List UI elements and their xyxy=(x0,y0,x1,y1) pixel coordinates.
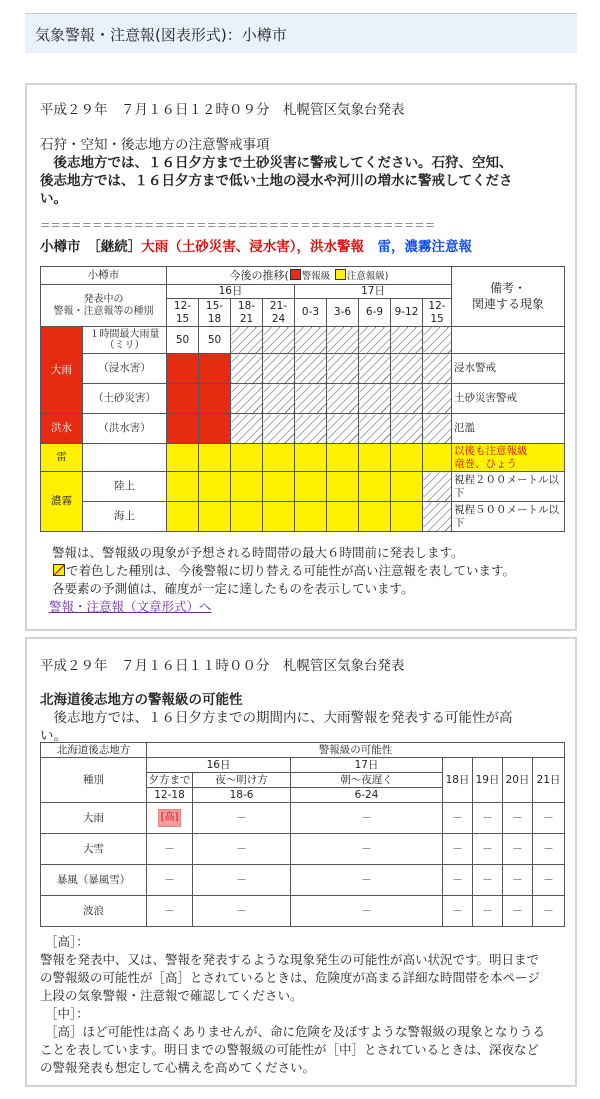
row-label-flood: （洪水害） xyxy=(83,414,167,444)
cell-advisory xyxy=(391,472,423,502)
cell-blank xyxy=(359,327,391,354)
period-night: 夜～明け方 xyxy=(193,773,291,788)
cell-blank xyxy=(391,384,423,414)
cell-advisory xyxy=(327,472,359,502)
dash-cell: － xyxy=(291,834,443,865)
trend-header: 今後の推移( 警報級 注意報級) xyxy=(167,267,452,285)
cell-advisory xyxy=(199,472,231,502)
day16-header: 16日 xyxy=(147,758,291,773)
dash-cell: － xyxy=(503,834,533,865)
time-slot-header: 3-6 xyxy=(327,299,359,327)
group-heavy-rain: 大雨 xyxy=(41,327,83,414)
city-status-line xyxy=(40,235,472,255)
row-label-landslide: （土砂災害） xyxy=(83,384,167,414)
cell-advisory xyxy=(391,502,423,532)
remark: 土砂災害警戒 xyxy=(452,384,565,414)
possibility-header: 警報級の可能性 xyxy=(147,743,565,758)
cell-warning xyxy=(199,354,231,384)
cell-blank xyxy=(423,354,452,384)
period-time: 6-24 xyxy=(291,788,443,803)
cell-blank xyxy=(295,354,327,384)
time-slot-header: 0-3 xyxy=(295,299,327,327)
switch-possible-swatch xyxy=(53,564,65,576)
period-day: 朝～夜遅く xyxy=(291,773,443,788)
cell-advisory xyxy=(391,444,423,472)
kind-header: 発表中の 警報・注意報等の種別 xyxy=(41,285,167,327)
kind-heavy-rain: 大雨 xyxy=(41,803,147,834)
dash-cell: － xyxy=(473,803,503,834)
dash-cell: － xyxy=(533,803,565,834)
time-slot-header: 6-9 xyxy=(359,299,391,327)
city-header: 小樽市 xyxy=(41,267,167,285)
cell-blank xyxy=(231,327,263,354)
cell-advisory xyxy=(263,502,295,532)
kind-header: 種別 xyxy=(41,758,147,803)
text-format-link[interactable]: 警報・注意報（文章形式）へ xyxy=(49,599,212,614)
cell-warning xyxy=(199,414,231,444)
cell-blank xyxy=(327,354,359,384)
issued-time-2: 平成２９年 ７月１６日１１時００分 札幌管区気象台発表 xyxy=(40,658,405,674)
cell-advisory xyxy=(231,472,263,502)
cell-blank xyxy=(231,354,263,384)
dash-cell: － xyxy=(147,896,193,927)
warning-chart-panel xyxy=(25,83,577,631)
possibility-table xyxy=(40,742,565,927)
cell-blank xyxy=(423,327,452,354)
remark: 以後も注意報級 竜巻、ひょう xyxy=(452,444,565,472)
cell-blank xyxy=(327,384,359,414)
time-slot-header: 18- 21 xyxy=(231,299,263,327)
period-evening: 夕方まで xyxy=(148,773,191,786)
remark: 氾濫 xyxy=(452,414,565,444)
high-badge: [高] xyxy=(158,809,182,827)
time-slot-header: 15- 18 xyxy=(199,299,231,327)
cell-warning xyxy=(167,414,199,444)
possibility-heading: 北海道後志地方の警報級の可能性 xyxy=(40,692,243,708)
cell-blank xyxy=(295,384,327,414)
dash-cell: － xyxy=(503,865,533,896)
cell-advisory xyxy=(359,502,391,532)
cell-blank xyxy=(295,414,327,444)
group-flood: 洪水 xyxy=(41,414,83,444)
cell-blank xyxy=(391,414,423,444)
cell-blank xyxy=(423,472,452,502)
day18-header: 18日 xyxy=(443,758,473,803)
dash-cell: － xyxy=(147,865,193,896)
caution-heading: 石狩・空知・後志地方の注意警戒事項 xyxy=(40,137,270,153)
kind-waves: 波浪 xyxy=(41,896,147,927)
remark: 視程２００メートル以 下 xyxy=(452,472,565,502)
dash-cell: － xyxy=(443,803,473,834)
cell-blank xyxy=(231,384,263,414)
cell-advisory xyxy=(167,502,199,532)
cell-blank xyxy=(391,327,423,354)
status-label: ［継続］ xyxy=(94,239,142,255)
cell-advisory xyxy=(359,444,391,472)
cell-advisory xyxy=(327,502,359,532)
cell-warning xyxy=(199,384,231,414)
period-time: 12-18 xyxy=(147,788,193,803)
mid-text-3: の警報発表も想定して心構えを高めてください。 xyxy=(40,1060,316,1075)
mid-text-1: ［高］ほど可能性は高くありませんが、命に危険を及ぼすような警報級の現象となりうる xyxy=(45,1024,546,1039)
warning-table xyxy=(40,266,565,532)
dash-cell: － xyxy=(147,834,193,865)
day19-header: 19日 xyxy=(473,758,503,803)
high-cell xyxy=(147,803,193,834)
cell-blank xyxy=(263,414,295,444)
cell-blank xyxy=(327,414,359,444)
day20-header: 20日 xyxy=(503,758,533,803)
caution-body-3: い。 xyxy=(40,191,67,207)
high-text-2: の警報級の可能性が［高］とされているときは、危険度が高まる詳細な時間帯を本ページ xyxy=(40,970,540,985)
separator: ＝＝＝＝＝＝＝＝＝＝＝＝＝＝＝＝＝＝＝＝＝＝＝＝＝＝＝＝＝＝＝＝＝＝＝＝＝＝ xyxy=(40,220,435,232)
dash-cell: － xyxy=(533,896,565,927)
dash-cell: － xyxy=(473,865,503,896)
cell-advisory xyxy=(327,444,359,472)
group-dense-fog: 濃霧 xyxy=(41,472,83,532)
row-label-thunder xyxy=(83,444,167,472)
possibility-body-1: 後志地方では、１６日夕方までの期間内に、大雨警報を発表する可能性が高 xyxy=(40,710,513,726)
cell-blank xyxy=(231,414,263,444)
cell-blank xyxy=(423,414,452,444)
cell-advisory xyxy=(263,444,295,472)
note-3: 各要素の予測値は、確度が一定に達したものを表示しています。 xyxy=(52,581,414,596)
region-header: 北海道後志地方 xyxy=(41,743,147,758)
dash-cell: － xyxy=(291,865,443,896)
cell-advisory xyxy=(423,444,452,472)
dash-cell: － xyxy=(193,865,291,896)
remark: 視程５００メートル以 下 xyxy=(452,502,565,532)
cell-advisory xyxy=(263,472,295,502)
remarks-header: 備考・ 関連する現象 xyxy=(452,267,565,327)
caution-body-2: 後志地方では、１６日夕方まで低い土地の浸水や河川の増水に警戒してくださ xyxy=(40,173,513,189)
dash-cell: － xyxy=(443,865,473,896)
dash-cell: － xyxy=(443,896,473,927)
kind-heavy-snow: 大雪 xyxy=(41,834,147,865)
cell-blank xyxy=(263,354,295,384)
remark: 浸水警戒 xyxy=(452,354,565,384)
cell-blank xyxy=(295,327,327,354)
time-slot-header: 12- 15 xyxy=(423,299,452,327)
remark xyxy=(452,327,565,354)
cell-warning xyxy=(167,384,199,414)
cell-blank xyxy=(423,502,452,532)
caution-body-1: 後志地方では、１６日夕方まで土砂災害に警戒してください。石狩、空知、 xyxy=(40,155,513,171)
cell-advisory xyxy=(359,472,391,502)
cell-advisory xyxy=(295,502,327,532)
row-label-land: 陸上 xyxy=(83,472,167,502)
cell-blank xyxy=(359,414,391,444)
warning-list: 大雨（土砂災害、浸水害），洪水警報 xyxy=(141,239,364,255)
day16-header: 16日 xyxy=(167,285,295,299)
cell-blank xyxy=(391,354,423,384)
cell-blank xyxy=(263,384,295,414)
page-title: 気象警報・注意報(図表形式)：小樽市 xyxy=(35,26,287,44)
row-label-flood-damage: （浸水害） xyxy=(83,354,167,384)
dash-cell: － xyxy=(503,803,533,834)
note-1: 警報は、警報級の現象が予想される時間帯の最大６時間前に発表します。 xyxy=(52,545,464,560)
mid-text-2: ことを表しています。明日までの警報級の可能性が［中］とされているときは、深夜など xyxy=(40,1042,540,1057)
dash-cell: － xyxy=(473,834,503,865)
possibility-body-2: い。 xyxy=(40,728,67,744)
dash-cell: － xyxy=(533,865,565,896)
high-text-1: 警報を発表中、又は、警報を発表するような現象発生の可能性が高い状況です。明日まで xyxy=(40,952,540,967)
cell-blank xyxy=(423,384,452,414)
advisory-list: 雷，濃霧注意報 xyxy=(377,239,472,255)
rainfall-value: 50 xyxy=(199,327,231,354)
cell-advisory xyxy=(295,472,327,502)
cell-blank xyxy=(359,384,391,414)
page-header xyxy=(25,13,577,53)
high-text-3: 上段の気象警報・注意報で確認してください。 xyxy=(40,988,303,1003)
group-thunder: 雷 xyxy=(41,444,83,472)
cell-warning xyxy=(167,354,199,384)
mid-label: ［中］： xyxy=(45,1006,89,1021)
cell-advisory xyxy=(167,444,199,472)
possibility-panel xyxy=(25,637,577,1087)
high-label: ［高］： xyxy=(45,934,89,949)
period-time: 18-6 xyxy=(193,788,291,803)
day17-header: 17日 xyxy=(295,285,452,299)
cell-advisory xyxy=(199,444,231,472)
cell-blank xyxy=(327,327,359,354)
dash-cell: － xyxy=(291,803,443,834)
rainfall-value: 50 xyxy=(167,327,199,354)
cell-advisory xyxy=(167,472,199,502)
kind-storm: 暴風（暴風雪） xyxy=(41,865,147,896)
cell-advisory xyxy=(231,502,263,532)
day21-header: 21日 xyxy=(533,758,565,803)
row-label-rainfall: １時間最大雨量 （ミリ） xyxy=(83,327,167,354)
dash-cell: － xyxy=(473,896,503,927)
warning-swatch xyxy=(290,269,301,280)
dash-cell: － xyxy=(193,834,291,865)
time-slot-header: 12- 15 xyxy=(167,299,199,327)
issued-time-1: 平成２９年 ７月１６日１２時０９分 札幌管区気象台発表 xyxy=(40,102,405,118)
time-slot-header: 9-12 xyxy=(391,299,423,327)
dash-cell: － xyxy=(533,834,565,865)
dash-cell: － xyxy=(443,834,473,865)
dash-cell: － xyxy=(193,803,291,834)
note-2: で着色した種別は、今後警報に切り替える可能性が高い注意報を表しています。 xyxy=(52,561,515,579)
cell-blank xyxy=(359,354,391,384)
cell-advisory xyxy=(231,444,263,472)
time-slot-header: 21- 24 xyxy=(263,299,295,327)
dash-cell: － xyxy=(503,896,533,927)
row-label-sea: 海上 xyxy=(83,502,167,532)
dash-cell: － xyxy=(291,896,443,927)
advisory-swatch xyxy=(335,269,346,280)
cell-advisory xyxy=(199,502,231,532)
cell-advisory xyxy=(295,444,327,472)
dash-cell: － xyxy=(193,896,291,927)
day17-header: 17日 xyxy=(291,758,443,773)
city-name: 小樽市 xyxy=(40,239,81,255)
cell-blank xyxy=(263,327,295,354)
